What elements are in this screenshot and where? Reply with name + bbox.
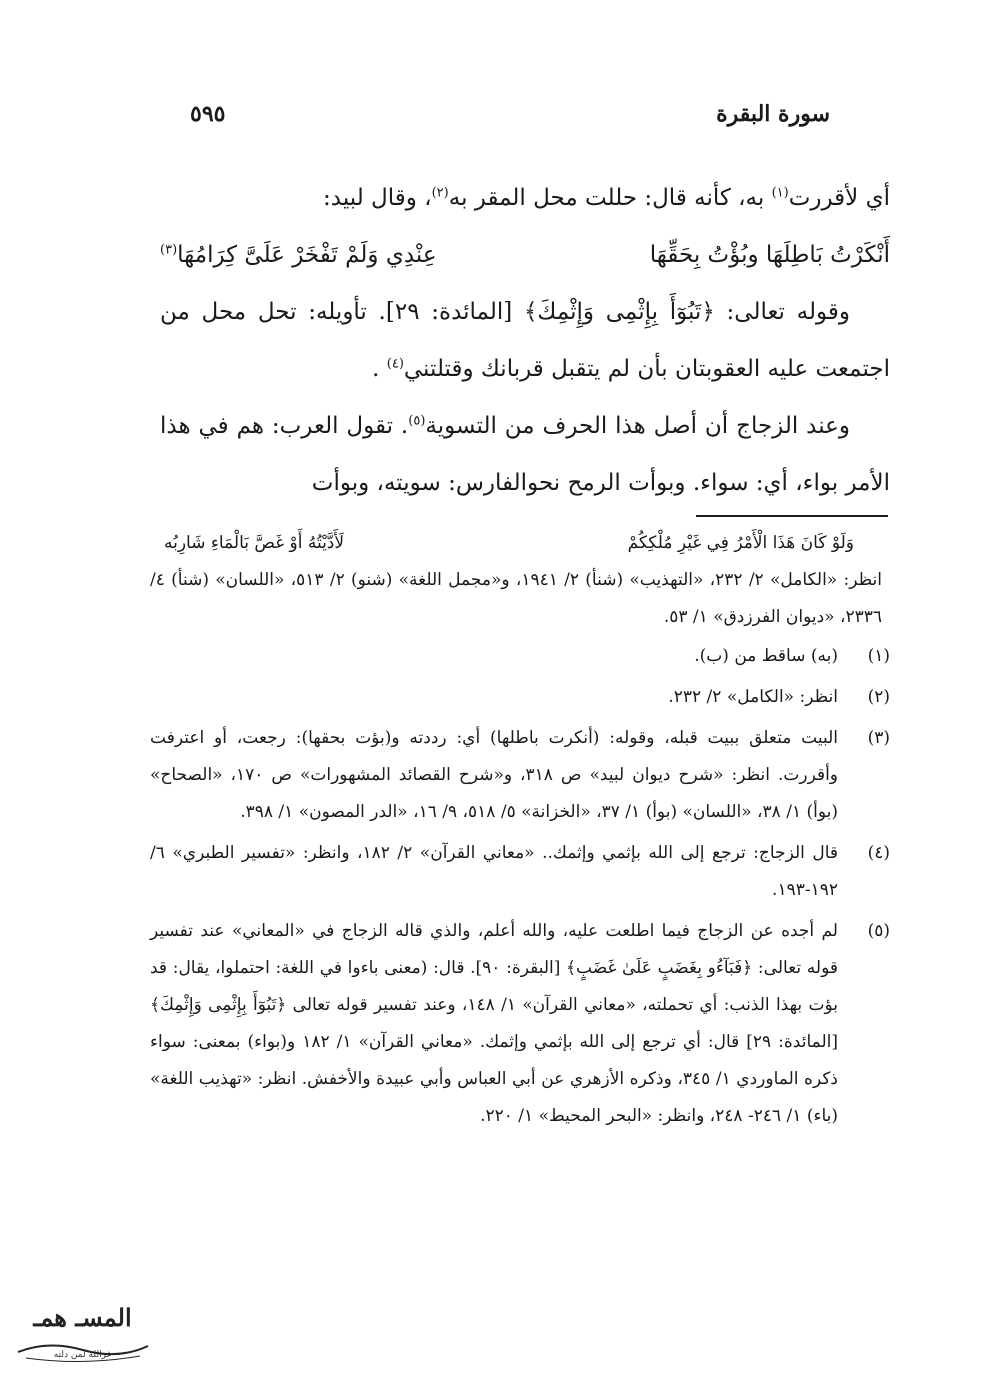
paragraph-2 xyxy=(160,284,890,398)
footnote-3 xyxy=(150,720,890,831)
text-span: ، وقال لبيد: xyxy=(323,185,432,211)
footnote-number: (٢) xyxy=(867,687,890,707)
footnote-continuation xyxy=(150,525,890,636)
paragraph-3 xyxy=(160,398,890,512)
footnote-verse xyxy=(150,525,890,562)
main-text xyxy=(160,170,890,512)
footnote-text: قال الزجاج: ترجع إلى الله بإثمي وإثمك.. «معاني القرآن» ٢/ ١٨٢، وانظر: «تفسير الطبري» ٦/ ١٩٢-١٩٣. xyxy=(150,843,839,900)
footnote-number: (٣) xyxy=(867,728,890,748)
footnote-ref-5: (٥) xyxy=(408,413,426,429)
footnote-text: البيت متعلق ببيت قبله، وقوله: (أنكرت باطلها) أي: رددته و(بؤت بحقها): رجعت، أو اعترفت وأقررت. انظر: «شرح ديوان لبيد» ص ٣١٨، و«شرح القصائد المشهورات» ص ١٧٠، «الصحاح» (بوأ) ١/ ٣٨، «اللسان» (بوأ) ١/ ٣٧، «الخزانة» ٥/ ٥١٨، ٩/ ١٦، «الدر المصون» ١/ ٣٩٨. xyxy=(150,728,839,822)
text-span: به، كأنه قال: حللت محل المقر به xyxy=(448,185,772,211)
footnote-verse-first-half: وَلَوْ كَانَ هَذَا الْأَمْرُ فِي غَيْرِ مُلْكِكُمْ xyxy=(627,533,854,553)
stamp-label: المسـ همـ xyxy=(33,1303,132,1332)
footnote-verse-second-half: لَأَدَّيْتُهُ أَوْ غَصَّ بَالْمَاءِ شَارِبُه xyxy=(164,533,345,553)
footnote-number: (٤) xyxy=(867,843,890,863)
page-number: ٥٩٥ xyxy=(190,101,226,127)
footnote-continuation-text: انظر: «الكامل» ٢/ ٢٣٢، «التهذيب» (شنأ) ٢/ ١٩٤١، و«مجمل اللغة» (شنو) ٢/ ٥١٣، «اللسان» (شنأ) ٤/ ٢٣٣٦، «ديوان الفرزدق» ١/ ٥٣. xyxy=(150,570,882,627)
footnote-text: انظر: «الكامل» ٢/ ٢٣٢. xyxy=(668,687,838,707)
text-span: . تقول العرب: هم في هذا الأمر بواء، أي: سواء. وبوأت الرمح نحوالفارس: سويته، وبوأت xyxy=(160,413,890,496)
footnote-ref-3: (٣) xyxy=(160,242,178,258)
footnote-number: (٥) xyxy=(867,921,890,941)
footnote-ref-1: (١) xyxy=(771,185,789,201)
footnote-text: لم أجده عن الزجاج فيما اطلعت عليه، والله أعلم، والذي قاله الزجاج في «المعاني» عند تفسير قوله تعالى: ﴿فَبَآءُو بِغَضَبٍ عَلَىٰ غَضَبٍ﴾ [البقرة: ٩٠]. قال: (معنى باءوا في اللغة: احتملوا، يقال: قد بؤت بهذا الذنب: أي تحملته، «معاني القرآن» ١/ ١٤٨، وعند تفسير قوله تعالى ﴿تَبُوٓأَ بِإِثْمِى وَإِثْمِكَ﴾ [المائدة: ٢٩] قال: أي ترجع إلى الله بإثمي وإثمك. «معاني القرآن» ١/ ١٨٢ و(بواء) بمعنى: سواء ذكره الماوردي ١/ ٣٤٥، وذكره الأزهري عن أبي العباس وأبي عبيدة والأخفش. انظر: «تهذيب اللغة» (باء) ١/ ٢٤٦- ٢٤٨، وانظر: «البحر المحيط» ١/ ٢٢٠. xyxy=(150,921,838,1126)
text-span: . xyxy=(372,356,387,382)
footnote-1 xyxy=(150,638,890,675)
paragraph-1 xyxy=(160,170,890,227)
footnotes xyxy=(150,525,890,1139)
footnote-5 xyxy=(150,913,890,1135)
stamp-subtitle: غرالله لمن دلته xyxy=(53,1350,112,1360)
footnote-2 xyxy=(150,679,890,716)
verse-first-half: أَنْكَرْتُ بَاطِلَهَا وبُؤْتُ بِحَقِّهَا xyxy=(649,242,890,268)
footnote-separator xyxy=(696,515,888,517)
footnote-ref-4: (٤) xyxy=(386,356,404,372)
text-span: أي لأقررت xyxy=(788,185,890,211)
footnote-text: (به) ساقط من (ب). xyxy=(694,646,838,666)
running-head xyxy=(190,96,830,132)
text-span: [المائدة: ٢٩]. تأويله: تحل محل من اجتمعت عليه العقوبتان بأن لم يتقبل قربانك وقتلتني xyxy=(160,299,890,382)
footnote-4 xyxy=(150,835,890,909)
quran-ayah: ﴿تَبُوٓأَ بِإِثْمِى وَإِثْمِكَ﴾ xyxy=(523,299,715,325)
footnote-ref-2: (٢) xyxy=(431,185,449,201)
footnote-number: (١) xyxy=(867,646,890,666)
verse-second-half xyxy=(160,227,437,284)
text-span: وعند الزجاج أن أصل هذا الحرف من التسوية xyxy=(425,413,851,439)
text-span: وقوله تعالى: xyxy=(714,299,850,325)
surah-title: سورة البقرة xyxy=(716,101,830,127)
poetry-verse xyxy=(160,227,890,284)
verse-text: عِنْدِي وَلَمْ تَفْخَرْ عَلَىَّ كِرَامُهَا xyxy=(177,242,437,268)
